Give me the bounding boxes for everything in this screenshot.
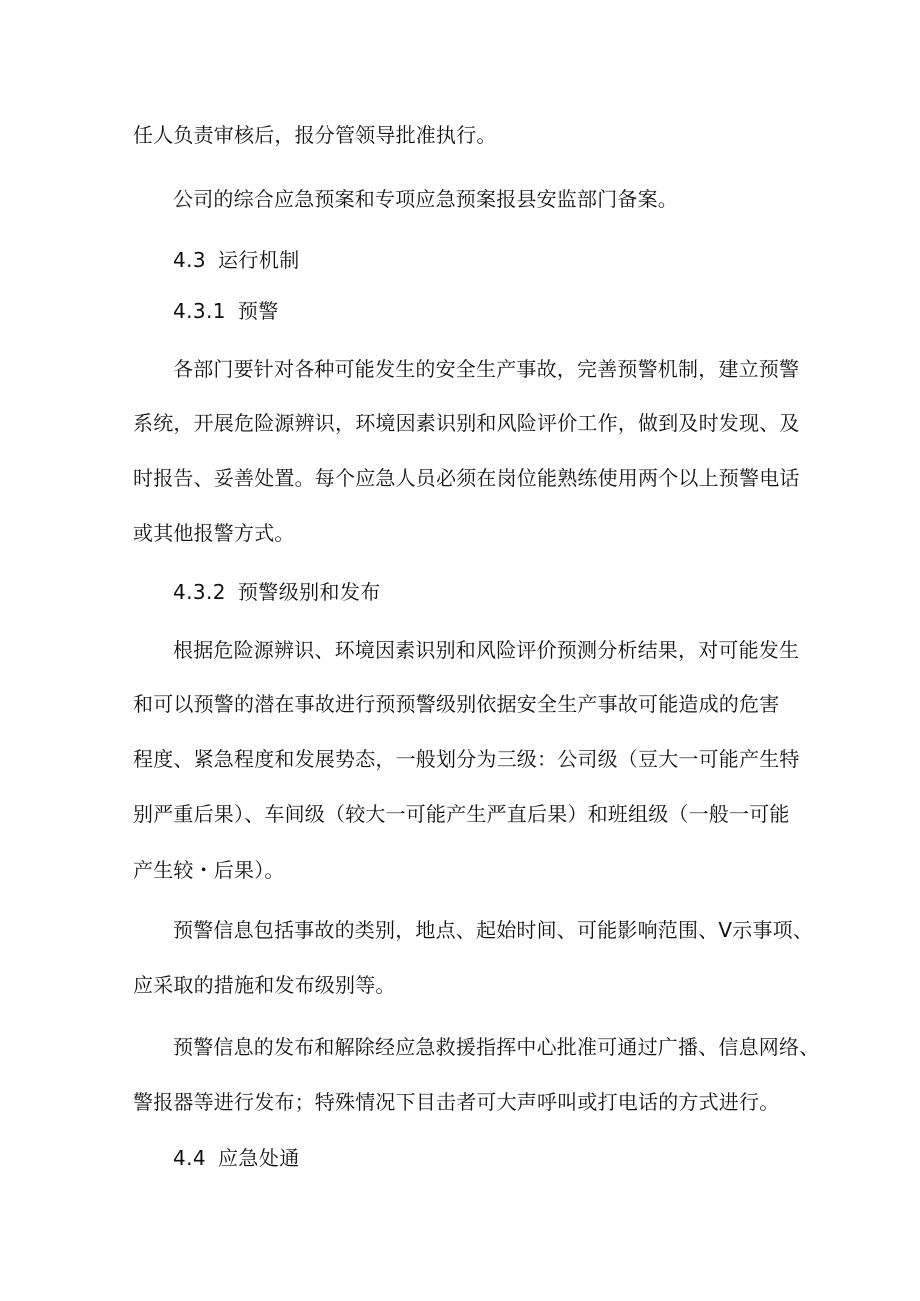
section-number: 4.3.2 <box>173 580 226 604</box>
section-heading-4-4 <box>173 1145 300 1171</box>
section-number: 4.3 <box>173 248 207 272</box>
section-title: 预警 <box>237 299 279 323</box>
paragraph-line: 和可以预警的潜在事故进行预预警级别依据安全生产事故可能造成的危害 <box>133 692 780 716</box>
section-heading-4-3-2 <box>173 579 381 605</box>
paragraph-line: 任人负责审核后，报分管领导批准执行。 <box>133 123 497 147</box>
section-title: 运行机制 <box>218 248 300 272</box>
paragraph-line: 根据危险源辨识、环境因素识别和风险评价预测分析结果，对可能发生 <box>173 638 800 662</box>
paragraph-line: 警报器等进行发布；特殊情况下目击者可大声呼叫或打电话的方式进行。 <box>133 1090 780 1114</box>
paragraph-line: 别严重后果）、车间级（较大一可能产生严直后果）和班组级（一般一可能 <box>133 802 790 826</box>
section-heading-4-3-1 <box>173 298 279 324</box>
section-number: 4.3.1 <box>173 299 226 323</box>
paragraph-line: 应采取的措施和发布级别等。 <box>133 973 396 997</box>
paragraph-line: 程度、紧急程度和发展势态，一般划分为三级：公司级（豆大一可能产生特 <box>133 747 800 771</box>
paragraph-line: 时报告、妥善处置。每个应急人员必须在岗位能熟练使用两个以上预警电话 <box>133 466 800 490</box>
paragraph-line: 系统，开展危险源辨识，环境因素识别和风险评价工作，做到及时发现、及 <box>133 411 800 435</box>
paragraph-line: 预警信息的发布和解除经应急救援指挥中心批准可通过广播、信息网络、 <box>173 1035 820 1059</box>
paragraph-line: 公司的综合应急预案和专项应急预案报县安监部门备案。 <box>173 187 678 211</box>
paragraph-line: 产生较・后果）。 <box>133 858 285 882</box>
section-title: 应急处通 <box>218 1146 300 1170</box>
paragraph-line: 或其他报警方式。 <box>133 521 295 545</box>
paragraph-line: 预警信息包括事故的类别，地点、起始时间、可能影响范围、V示事项、 <box>173 918 814 942</box>
section-heading-4-3 <box>173 247 300 273</box>
section-title: 预警级别和发布 <box>237 580 381 604</box>
paragraph-line: 各部门要针对各种可能发生的安全生产事故，完善预警机制，建立预警 <box>173 357 800 381</box>
section-number: 4.4 <box>173 1146 207 1170</box>
